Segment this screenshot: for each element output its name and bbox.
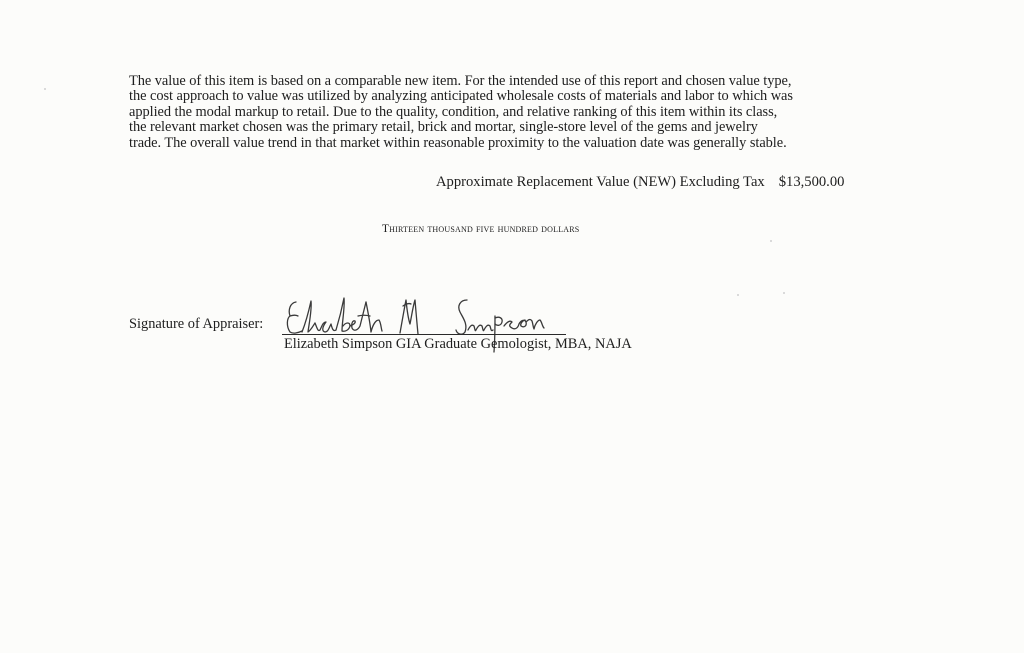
appraiser-name: Elizabeth Simpson GIA Graduate Gemologist, MBA, NAJA [284, 336, 632, 352]
paper-speck [770, 240, 772, 242]
valuation-paragraph: The value of this item is based on a comparable new item. For the intended use of this report and chosen value type, the cost approach to value was utilized by analyzing anticipated wholesale costs of materials and labor to which was applied the modal markup to retail. Due to the quality, condition, and relative ranking of this item within its class, the relevant market chosen was the primary retail, brick and mortar, single-store level of the gems and jewelry trade. The overall value trend in that market within reasonable proximity to the valuation date was generally stable. [129, 73, 793, 151]
replacement-value-amount: $13,500.00 [778, 174, 845, 190]
value-in-words: Thirteen thousand five hundred dollars [382, 223, 580, 235]
replacement-value-line [436, 174, 844, 191]
paper-speck [783, 292, 785, 294]
signature-line [282, 334, 566, 335]
paper-speck [737, 294, 739, 296]
paper-speck [44, 88, 46, 90]
replacement-value-label: Approximate Replacement Value (NEW) Excluding Tax [436, 174, 765, 190]
signature-label: Signature of Appraiser: [129, 316, 264, 332]
